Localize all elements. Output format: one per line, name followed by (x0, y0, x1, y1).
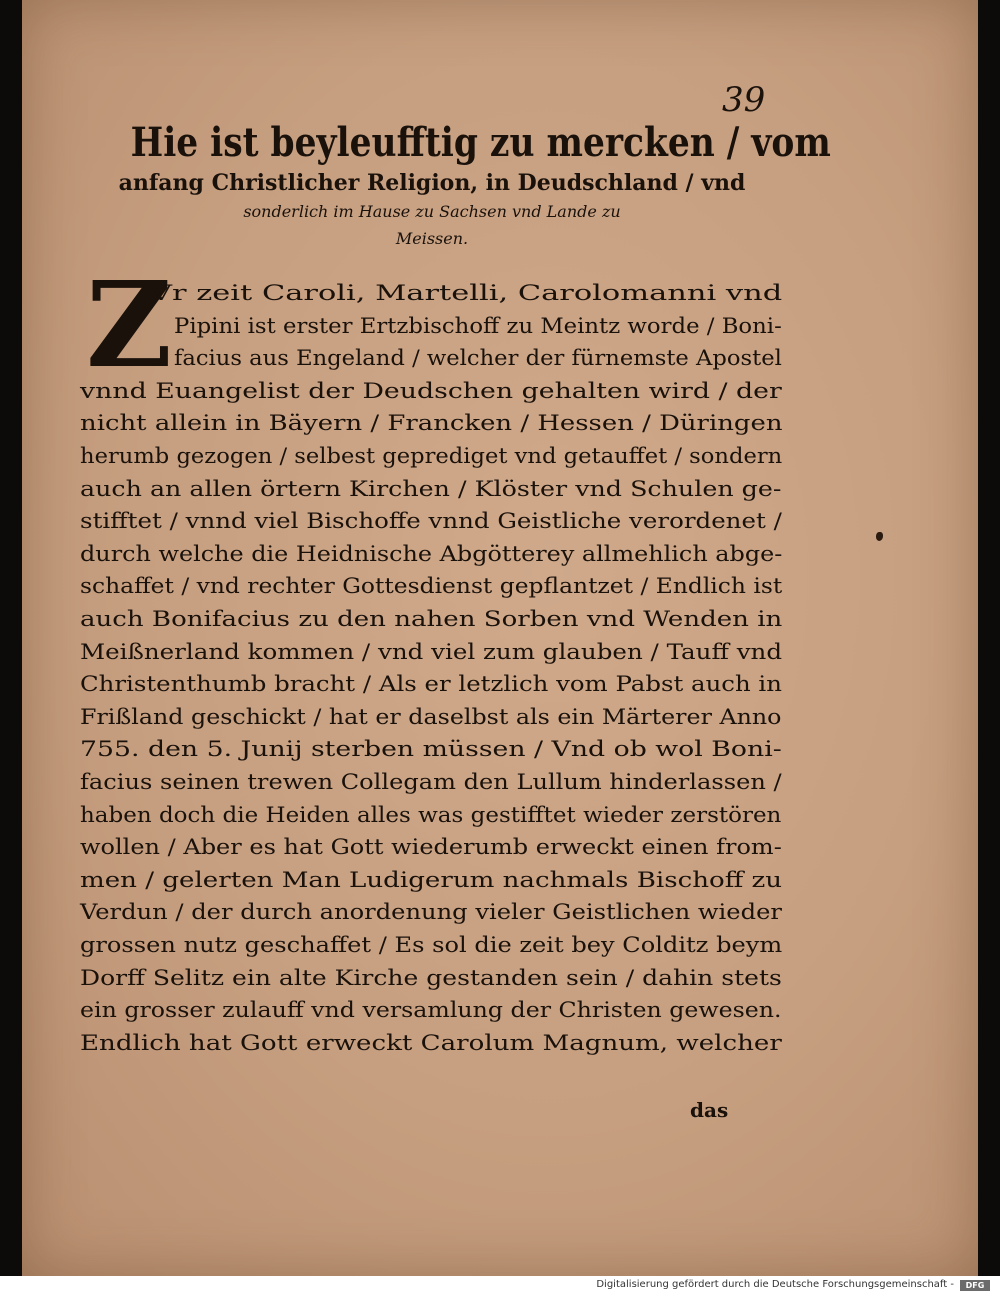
drop-cap-initial: Z (86, 255, 173, 394)
catchword: das (690, 1098, 729, 1122)
body-line: nicht allein in Bäyern / Francken / Hessen / Düringen (80, 411, 783, 435)
body-line: schaffet / vnd rechter Gottesdienst gepflantzet / Endlich ist (80, 574, 783, 598)
body-line: auch Bonifacius zu den nahen Sorben vnd Wenden in (80, 607, 783, 631)
heading-line-4: Meissen. (395, 229, 469, 248)
chapter-heading (82, 118, 831, 252)
body-line: facius seinen trewen Collegam den Lullum hinderlassen / (80, 770, 782, 794)
body-line: herumb gezogen / selbest geprediget vnd getauffet / sondern (80, 444, 783, 468)
body-line: Dorff Selitz ein alte Kirche gestanden sein / dahin stets (80, 966, 782, 990)
body-line: wollen / Aber es hat Gott wiederumb erweckt einen from- (80, 835, 782, 859)
body-line: Vr zeit Caroli, Martelli, Carolomanni vnd (150, 281, 783, 305)
ink-speck (876, 532, 883, 541)
body-line: Christenthumb bracht / Als er letzlich vom Pabst auch in (80, 672, 782, 696)
dfg-logo: DFG (960, 1280, 990, 1291)
body-line: Endlich hat Gott erweckt Carolum Magnum, welcher (80, 1031, 782, 1055)
heading-line-3: sonderlich im Hause zu Sachsen vnd Lande zu (243, 202, 621, 221)
body-line: grossen nutz geschaffet / Es sol die zeit bey Colditz beym (80, 933, 783, 957)
body-line: ein grosser zulauff vnd versamlung der Christen gewesen. (80, 998, 782, 1022)
body-line: stifftet / vnnd viel Bischoffe vnnd Geistliche verordenet / (80, 509, 782, 533)
body-line: facius aus Engeland / welcher der fürnemste Apostel (174, 346, 782, 370)
body-line: 755. den 5. Junij sterben müssen / Vnd ob wol Boni- (80, 737, 782, 761)
body-line: Frißland geschickt / hat er daselbst als ein Märterer Anno (80, 705, 782, 729)
page-number: 39 (722, 80, 766, 120)
body-line: haben doch die Heiden alles was gestifftet wieder zerstören (80, 803, 782, 827)
heading-line-2: anfang Christlicher Religion, in Deudschland / vnd (118, 170, 746, 196)
body-line: Pipini ist erster Ertzbischoff zu Meintz worde / Boni- (174, 314, 782, 338)
body-line: Meißnerland kommen / vnd viel zum glauben / Tauff vnd (80, 640, 783, 664)
heading-line-1: Hie ist beyleufftig zu mercken / vom (130, 119, 831, 166)
body-line: durch welche die Heidnische Abgötterey allmehlich abge- (80, 542, 783, 566)
body-line: men / gelerten Man Ludigerum nachmals Bischoff zu (80, 868, 783, 892)
body-line: Verdun / der durch anordenung vieler Geistlichen wieder (80, 900, 782, 924)
footer-credit: Digitalisierung gefördert durch die Deutsche Forschungsgemeinschaft - (596, 1279, 954, 1290)
body-line: auch an allen örtern Kirchen / Klöster vnd Schulen ge- (80, 477, 782, 501)
footer-bar (0, 1276, 1000, 1296)
body-line: vnnd Euangelist der Deudschen gehalten wird / der (80, 379, 782, 403)
book-page (22, 0, 978, 1276)
